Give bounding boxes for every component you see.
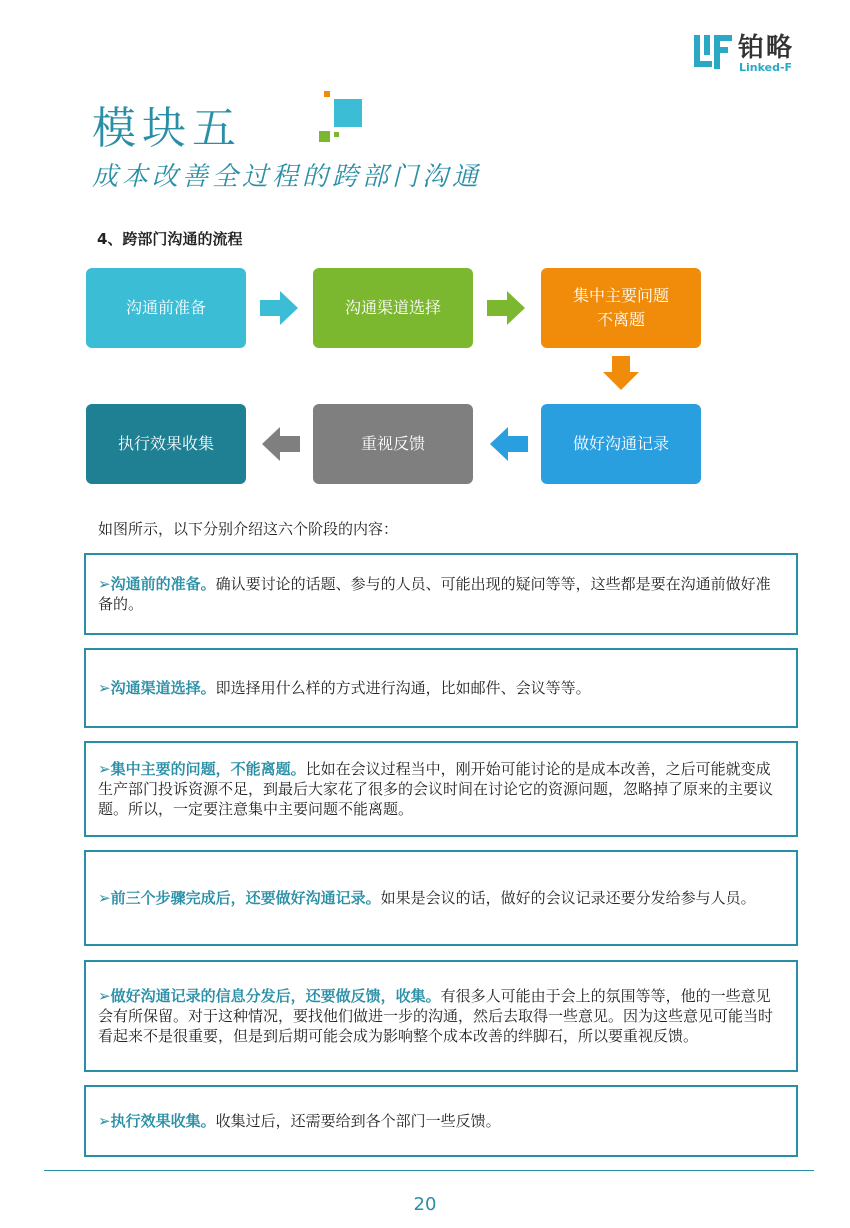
info-text: 比如在会议过程当中，刚开始可能讨论的是成本改善，之后可能就变成生产部门投诉资源不足，到最后大家花了很多的会议时间在讨论它的资源问题，忽略掉了原来的主要议题。所以，一定要注意集中主要问题不能离题。 (98, 760, 774, 818)
arrow-left-icon (490, 427, 528, 461)
info-paragraph (98, 986, 784, 1046)
deco-square-green (319, 131, 330, 142)
info-paragraph (98, 1111, 501, 1131)
info-box-focus (84, 741, 798, 837)
info-lead: 集中主要的问题，不能离题。 (110, 760, 306, 778)
logo-mark-icon (692, 33, 734, 73)
info-box-preparation (84, 553, 798, 635)
info-text: 如果是会议的话，做好的会议记录还要分发给参与人员。 (380, 889, 756, 907)
flow-step-label: 沟通前准备 (125, 298, 206, 317)
info-text: 收集过后，还需要给到各个部门一些反馈。 (215, 1112, 501, 1130)
page-title: 模块五 (92, 103, 242, 154)
info-bullet: ➢ (98, 575, 111, 593)
brand-logo (692, 33, 812, 75)
flow-step-label: 集中主要问题 不离题 (572, 286, 669, 329)
flow-step-record (541, 404, 701, 484)
logo-text-cn: 铂略 (738, 33, 795, 63)
intro-text: 如图所示，以下分别介绍这六个阶段的内容： (98, 520, 399, 538)
info-text: 确认要讨论的话题、参与的人员、可能出现的疑问等等，这些都是要在沟通前做好准备的。 (98, 575, 771, 613)
arrow-left-icon (262, 427, 300, 461)
flow-step-preparation (86, 268, 246, 348)
arrow-right-icon (487, 291, 525, 325)
info-paragraph (98, 759, 784, 819)
info-box-execution (84, 1085, 798, 1157)
deco-square-green-small (334, 132, 339, 137)
flow-step-label: 重视反馈 (360, 434, 425, 453)
flow-step-label: 执行效果收集 (117, 434, 214, 453)
deco-square-teal (334, 99, 362, 127)
arrow-down-icon (603, 356, 639, 390)
info-text: 有很多人可能由于会上的氛围等等，他的一些意见会有所保留。对于这种情况，要找他们做进一步的沟通，然后去取得一些意见。因为这些意见可能当时看起来不是很重要，但是到后期可能会成为影响整个成本改善的绊脚石，所以要重视反馈。 (98, 987, 774, 1045)
info-paragraph (98, 678, 591, 698)
info-box-record (84, 850, 798, 946)
flow-step-channel (313, 268, 473, 348)
page-number: 20 (413, 1194, 437, 1215)
page-subtitle: 成本改善全过程的跨部门沟通 (92, 162, 483, 192)
deco-square-orange (324, 91, 330, 97)
info-lead: 执行效果收集。 (110, 1112, 216, 1130)
info-lead: 前三个步骤完成后，还要做好沟通记录。 (110, 889, 381, 907)
info-lead: 沟通渠道选择。 (110, 679, 216, 697)
logo-text-en: Linked-F (739, 61, 793, 74)
info-box-channel (84, 648, 798, 728)
info-box-feedback (84, 960, 798, 1072)
info-bullet: ➢ (98, 760, 111, 778)
flow-step-label: 做好沟通记录 (572, 434, 669, 453)
info-bullet: ➢ (98, 679, 111, 697)
arrow-right-icon (260, 291, 298, 325)
info-bullet: ➢ (98, 889, 111, 907)
info-lead: 做好沟通记录的信息分发后，还要做反馈，收集。 (110, 987, 441, 1005)
footer-divider (44, 1170, 814, 1171)
flow-step-execution (86, 404, 246, 484)
info-lead: 沟通前的准备。 (110, 575, 216, 593)
flow-step-label: 沟通渠道选择 (344, 298, 441, 317)
info-bullet: ➢ (98, 1112, 111, 1130)
flow-step-feedback (313, 404, 473, 484)
info-bullet: ➢ (98, 987, 111, 1005)
section-heading: 4、跨部门沟通的流程 (97, 230, 243, 248)
info-text: 即选择用什么样的方式进行沟通，比如邮件、会议等等。 (215, 679, 591, 697)
flow-step-focus (541, 268, 701, 348)
info-paragraph (98, 888, 756, 908)
info-paragraph (98, 574, 784, 614)
